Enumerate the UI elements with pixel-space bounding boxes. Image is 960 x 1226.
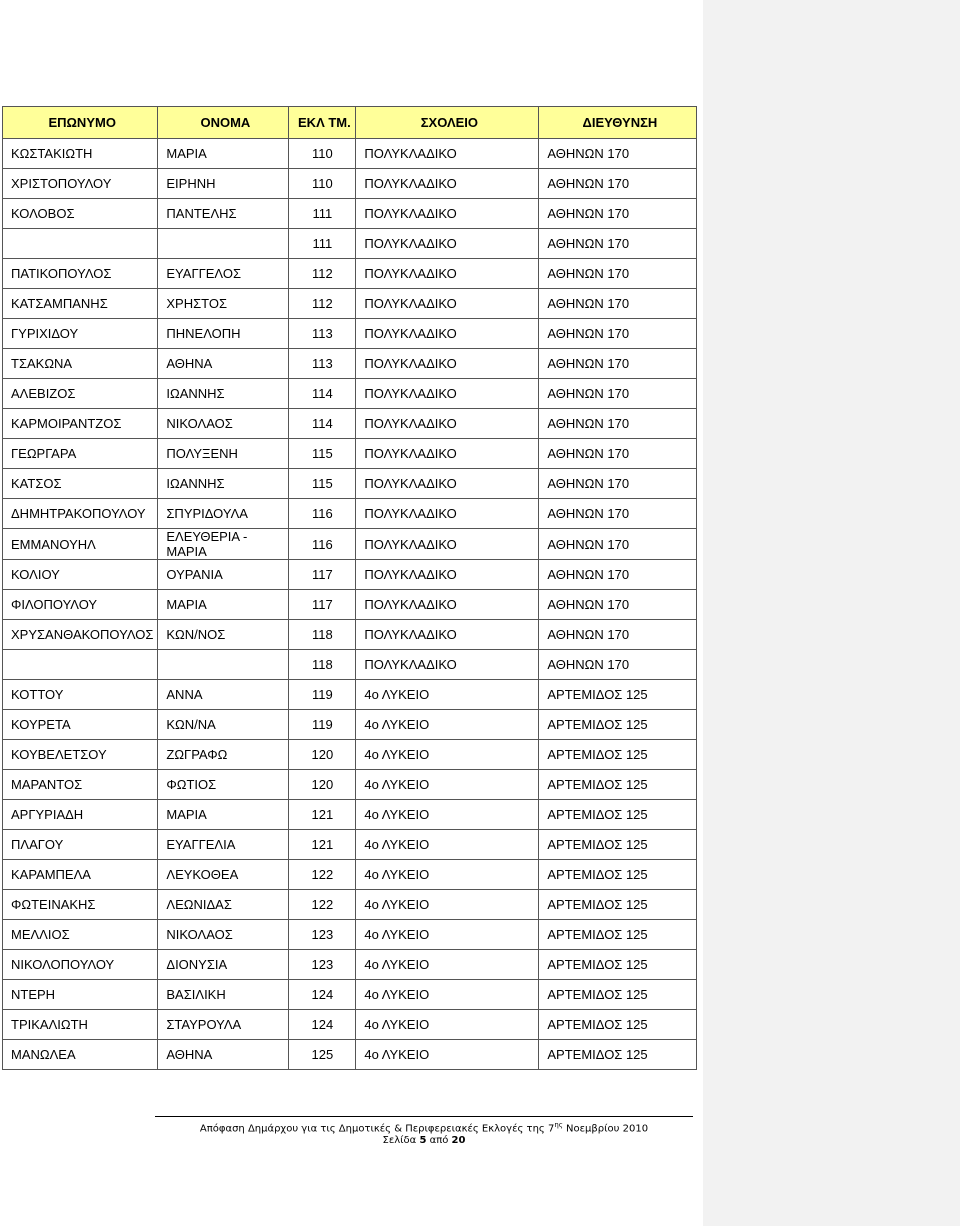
cell-school: 4ο ΛΥΚΕΙΟ [356, 710, 539, 740]
cell-surname: ΧΡΥΣΑΝΘΑΚΟΠΟΥΛΟΣ [3, 620, 158, 650]
cell-address: ΑΡΤΕΜΙΔΟΣ 125 [539, 770, 697, 800]
cell-section: 118 [289, 620, 356, 650]
table-row [3, 1010, 697, 1040]
cell-address: ΑΘΗΝΩΝ 170 [539, 319, 697, 349]
cell-surname: ΦΙΛΟΠΟΥΛΟΥ [3, 590, 158, 620]
cell-section: 116 [289, 499, 356, 529]
cell-school: 4ο ΛΥΚΕΙΟ [356, 1010, 539, 1040]
cell-school: 4ο ΛΥΚΕΙΟ [356, 740, 539, 770]
table-row [3, 980, 697, 1010]
table-row [3, 830, 697, 860]
table-header-row [3, 107, 697, 139]
cell-school: 4ο ΛΥΚΕΙΟ [356, 830, 539, 860]
table-row [3, 349, 697, 379]
cell-address: ΑΘΗΝΩΝ 170 [539, 529, 697, 560]
table-row [3, 169, 697, 199]
cell-section: 112 [289, 289, 356, 319]
cell-school: ΠΟΛΥΚΛΑΔΙΚΟ [356, 620, 539, 650]
cell-section: 117 [289, 560, 356, 590]
cell-firstname: ΜΑΡΙΑ [158, 590, 289, 620]
cell-firstname: ΙΩΑΝΝΗΣ [158, 469, 289, 499]
cell-firstname [158, 229, 289, 259]
cell-section: 123 [289, 920, 356, 950]
cell-address: ΑΘΗΝΩΝ 170 [539, 439, 697, 469]
comment-margin-pane [703, 0, 960, 1226]
cell-firstname: ΟΥΡΑΝΙΑ [158, 560, 289, 590]
table-row [3, 439, 697, 469]
cell-address: ΑΡΤΕΜΙΔΟΣ 125 [539, 920, 697, 950]
footer-decision-after: Νοεμβρίου 2010 [562, 1123, 649, 1135]
cell-firstname: ΣΤΑΥΡΟΥΛΑ [158, 1010, 289, 1040]
members-table [2, 106, 697, 1070]
cell-address: ΑΘΗΝΩΝ 170 [539, 169, 697, 199]
cell-surname: ΠΛΑΓΟΥ [3, 830, 158, 860]
cell-school: ΠΟΛΥΚΛΑΔΙΚΟ [356, 229, 539, 259]
cell-surname: ΚΟΥΡΕΤΑ [3, 710, 158, 740]
table-row [3, 319, 697, 349]
cell-surname: ΧΡΙΣΤΟΠΟΥΛΟΥ [3, 169, 158, 199]
cell-section: 121 [289, 830, 356, 860]
cell-section: 121 [289, 800, 356, 830]
cell-surname: ΤΣΑΚΩΝΑ [3, 349, 158, 379]
cell-firstname: ΜΑΡΙΑ [158, 139, 289, 169]
cell-firstname: ΚΩΝ/ΝΑ [158, 710, 289, 740]
footer-page-number [155, 1135, 693, 1147]
cell-section: 119 [289, 680, 356, 710]
cell-section: 120 [289, 740, 356, 770]
table-row [3, 860, 697, 890]
cell-surname: ΤΡΙΚΑΛΙΩΤΗ [3, 1010, 158, 1040]
cell-address: ΑΘΗΝΩΝ 170 [539, 620, 697, 650]
cell-school: ΠΟΛΥΚΛΑΔΙΚΟ [356, 349, 539, 379]
table-row [3, 199, 697, 229]
cell-address: ΑΡΤΕΜΙΔΟΣ 125 [539, 1040, 697, 1070]
cell-surname: ΚΑΤΣΟΣ [3, 469, 158, 499]
cell-section: 124 [289, 980, 356, 1010]
cell-address: ΑΘΗΝΩΝ 170 [539, 560, 697, 590]
cell-section: 115 [289, 469, 356, 499]
header-surname: ΕΠΩΝΥΜΟ [3, 107, 158, 139]
cell-school: 4ο ΛΥΚΕΙΟ [356, 860, 539, 890]
cell-address: ΑΡΤΕΜΙΔΟΣ 125 [539, 890, 697, 920]
cell-section: 111 [289, 229, 356, 259]
page-footer [155, 1119, 693, 1147]
table-row [3, 710, 697, 740]
footer-page-total: 20 [451, 1135, 466, 1147]
cell-school: ΠΟΛΥΚΛΑΔΙΚΟ [356, 560, 539, 590]
cell-section: 123 [289, 950, 356, 980]
cell-firstname: ΝΙΚΟΛΑΟΣ [158, 920, 289, 950]
cell-school: ΠΟΛΥΚΛΑΔΙΚΟ [356, 379, 539, 409]
cell-surname: ΦΩΤΕΙΝΑΚΗΣ [3, 890, 158, 920]
cell-section: 120 [289, 770, 356, 800]
cell-firstname: ΦΩΤΙΟΣ [158, 770, 289, 800]
cell-firstname: ΛΕΥΚΟΘΕΑ [158, 860, 289, 890]
cell-address: ΑΘΗΝΩΝ 170 [539, 139, 697, 169]
cell-address: ΑΘΗΝΩΝ 170 [539, 469, 697, 499]
footer-decision-sup: ης [554, 1121, 563, 1129]
cell-address: ΑΘΗΝΩΝ 170 [539, 289, 697, 319]
cell-firstname: ΕΥΑΓΓΕΛΙΑ [158, 830, 289, 860]
cell-surname: ΑΡΓΥΡΙΑΔΗ [3, 800, 158, 830]
cell-surname: ΚΑΡΜΟΙΡΑΝΤΖΟΣ [3, 409, 158, 439]
table-row [3, 680, 697, 710]
cell-address: ΑΡΤΕΜΙΔΟΣ 125 [539, 950, 697, 980]
table-row [3, 620, 697, 650]
cell-address: ΑΘΗΝΩΝ 170 [539, 409, 697, 439]
cell-address: ΑΘΗΝΩΝ 170 [539, 259, 697, 289]
cell-surname: ΚΟΥΒΕΛΕΤΣΟΥ [3, 740, 158, 770]
cell-school: 4ο ΛΥΚΕΙΟ [356, 890, 539, 920]
cell-address: ΑΡΤΕΜΙΔΟΣ 125 [539, 680, 697, 710]
cell-firstname: ΜΑΡΙΑ [158, 800, 289, 830]
cell-firstname: ΠΑΝΤΕΛΗΣ [158, 199, 289, 229]
table-body [3, 139, 697, 1070]
cell-school: ΠΟΛΥΚΛΑΔΙΚΟ [356, 139, 539, 169]
cell-surname: ΜΑΡΑΝΤΟΣ [3, 770, 158, 800]
cell-address: ΑΡΤΕΜΙΔΟΣ 125 [539, 860, 697, 890]
cell-address: ΑΘΗΝΩΝ 170 [539, 379, 697, 409]
cell-address: ΑΡΤΕΜΙΔΟΣ 125 [539, 740, 697, 770]
cell-section: 116 [289, 529, 356, 560]
cell-surname: ΚΟΤΤΟΥ [3, 680, 158, 710]
footer-decision-before: Απόφαση Δημάρχου για τις Δημοτικές & Περιφερειακές Εκλογές της 7 [199, 1123, 555, 1135]
cell-school: ΠΟΛΥΚΛΑΔΙΚΟ [356, 499, 539, 529]
footer-page-of: από [429, 1135, 449, 1147]
cell-firstname: ΣΠΥΡΙΔΟΥΛΑ [158, 499, 289, 529]
cell-firstname: ΧΡΗΣΤΟΣ [158, 289, 289, 319]
table-row [3, 770, 697, 800]
header-address: ΔΙΕΥΘΥΝΣΗ [539, 107, 697, 139]
table-row [3, 560, 697, 590]
footer-page-current: 5 [419, 1135, 427, 1147]
cell-section: 110 [289, 169, 356, 199]
header-school: ΣΧΟΛΕΙΟ [356, 107, 539, 139]
cell-firstname: ΔΙΟΝΥΣΙΑ [158, 950, 289, 980]
table-row [3, 469, 697, 499]
cell-section: 114 [289, 409, 356, 439]
cell-address: ΑΡΤΕΜΙΔΟΣ 125 [539, 980, 697, 1010]
cell-section: 112 [289, 259, 356, 289]
header-section: ΕΚΛ ΤΜ. [289, 107, 356, 139]
cell-section: 124 [289, 1010, 356, 1040]
cell-surname [3, 650, 158, 680]
cell-surname: ΝΙΚΟΛΟΠΟΥΛΟΥ [3, 950, 158, 980]
cell-school: ΠΟΛΥΚΛΑΔΙΚΟ [356, 199, 539, 229]
cell-school: 4ο ΛΥΚΕΙΟ [356, 800, 539, 830]
cell-firstname: ΑΘΗΝΑ [158, 1040, 289, 1070]
cell-school: ΠΟΛΥΚΛΑΔΙΚΟ [356, 469, 539, 499]
cell-school: ΠΟΛΥΚΛΑΔΙΚΟ [356, 169, 539, 199]
cell-school: ΠΟΛΥΚΛΑΔΙΚΟ [356, 319, 539, 349]
table-row [3, 590, 697, 620]
table-row [3, 139, 697, 169]
table-row [3, 499, 697, 529]
cell-school: 4ο ΛΥΚΕΙΟ [356, 680, 539, 710]
cell-firstname: ΑΝΝΑ [158, 680, 289, 710]
cell-firstname: ΛΕΩΝΙΔΑΣ [158, 890, 289, 920]
cell-surname: ΚΑΡΑΜΠΕΛΑ [3, 860, 158, 890]
cell-school: ΠΟΛΥΚΛΑΔΙΚΟ [356, 650, 539, 680]
cell-address: ΑΡΤΕΜΙΔΟΣ 125 [539, 830, 697, 860]
table-row [3, 950, 697, 980]
cell-firstname: ΕΥΑΓΓΕΛΟΣ [158, 259, 289, 289]
footer-divider [155, 1116, 693, 1117]
cell-address: ΑΘΗΝΩΝ 170 [539, 499, 697, 529]
cell-address: ΑΡΤΕΜΙΔΟΣ 125 [539, 710, 697, 740]
cell-section: 119 [289, 710, 356, 740]
cell-school: ΠΟΛΥΚΛΑΔΙΚΟ [356, 289, 539, 319]
cell-firstname: ΒΑΣΙΛΙΚΗ [158, 980, 289, 1010]
cell-school: 4ο ΛΥΚΕΙΟ [356, 980, 539, 1010]
cell-section: 113 [289, 319, 356, 349]
table-row [3, 529, 697, 560]
cell-firstname: ΝΙΚΟΛΑΟΣ [158, 409, 289, 439]
cell-surname: ΜΑΝΩΛΕΑ [3, 1040, 158, 1070]
cell-firstname: ΕΛΕΥΘΕΡΙΑ - ΜΑΡΙΑ [158, 529, 289, 560]
cell-surname: ΓΕΩΡΓΑΡΑ [3, 439, 158, 469]
table-row [3, 229, 697, 259]
table-row [3, 650, 697, 680]
cell-firstname: ΚΩΝ/ΝΟΣ [158, 620, 289, 650]
cell-address: ΑΘΗΝΩΝ 170 [539, 199, 697, 229]
cell-surname: ΕΜΜΑΝΟΥΗΛ [3, 529, 158, 560]
cell-section: 118 [289, 650, 356, 680]
table-row [3, 920, 697, 950]
cell-firstname: ΠΗΝΕΛΟΠΗ [158, 319, 289, 349]
cell-surname: ΑΛΕΒΙΖΟΣ [3, 379, 158, 409]
cell-surname [3, 229, 158, 259]
cell-section: 125 [289, 1040, 356, 1070]
cell-section: 122 [289, 890, 356, 920]
cell-firstname: ΙΩΑΝΝΗΣ [158, 379, 289, 409]
cell-section: 122 [289, 860, 356, 890]
cell-section: 110 [289, 139, 356, 169]
cell-surname: ΝΤΕΡΗ [3, 980, 158, 1010]
table-row [3, 409, 697, 439]
cell-school: ΠΟΛΥΚΛΑΔΙΚΟ [356, 590, 539, 620]
cell-surname: ΠΑΤΙΚΟΠΟΥΛΟΣ [3, 259, 158, 289]
cell-address: ΑΡΤΕΜΙΔΟΣ 125 [539, 800, 697, 830]
cell-address: ΑΘΗΝΩΝ 170 [539, 650, 697, 680]
cell-address: ΑΘΗΝΩΝ 170 [539, 229, 697, 259]
cell-surname: ΚΟΛΙΟΥ [3, 560, 158, 590]
cell-firstname: ΕΙΡΗΝΗ [158, 169, 289, 199]
cell-address: ΑΘΗΝΩΝ 170 [539, 590, 697, 620]
cell-section: 111 [289, 199, 356, 229]
table-row [3, 890, 697, 920]
cell-surname: ΜΕΛΛΙΟΣ [3, 920, 158, 950]
cell-surname: ΚΑΤΣΑΜΠΑΝΗΣ [3, 289, 158, 319]
cell-firstname: ΑΘΗΝΑ [158, 349, 289, 379]
cell-school: 4ο ΛΥΚΕΙΟ [356, 1040, 539, 1070]
cell-surname: ΔΗΜΗΤΡΑΚΟΠΟΥΛΟΥ [3, 499, 158, 529]
cell-address: ΑΘΗΝΩΝ 170 [539, 349, 697, 379]
cell-school: ΠΟΛΥΚΛΑΔΙΚΟ [356, 529, 539, 560]
table-row [3, 379, 697, 409]
cell-firstname: ΖΩΓΡΑΦΩ [158, 740, 289, 770]
table-row [3, 800, 697, 830]
footer-decision-text [155, 1119, 693, 1135]
cell-firstname: ΠΟΛΥΞΕΝΗ [158, 439, 289, 469]
cell-surname: ΓΥΡΙΧΙΔΟΥ [3, 319, 158, 349]
cell-section: 117 [289, 590, 356, 620]
cell-school: ΠΟΛΥΚΛΑΔΙΚΟ [356, 259, 539, 289]
cell-address: ΑΡΤΕΜΙΔΟΣ 125 [539, 1010, 697, 1040]
table-row [3, 740, 697, 770]
cell-surname: ΚΩΣΤΑΚΙΩΤΗ [3, 139, 158, 169]
cell-firstname [158, 650, 289, 680]
cell-school: ΠΟΛΥΚΛΑΔΙΚΟ [356, 409, 539, 439]
cell-surname: ΚΟΛΟΒΟΣ [3, 199, 158, 229]
cell-section: 114 [289, 379, 356, 409]
cell-section: 113 [289, 349, 356, 379]
cell-school: 4ο ΛΥΚΕΙΟ [356, 770, 539, 800]
header-firstname: ΟΝΟΜΑ [158, 107, 289, 139]
cell-school: 4ο ΛΥΚΕΙΟ [356, 950, 539, 980]
table-row [3, 289, 697, 319]
footer-page-word: Σελίδα [382, 1135, 417, 1147]
table-row [3, 1040, 697, 1070]
table-row [3, 259, 697, 289]
cell-section: 115 [289, 439, 356, 469]
cell-school: ΠΟΛΥΚΛΑΔΙΚΟ [356, 439, 539, 469]
cell-school: 4ο ΛΥΚΕΙΟ [356, 920, 539, 950]
